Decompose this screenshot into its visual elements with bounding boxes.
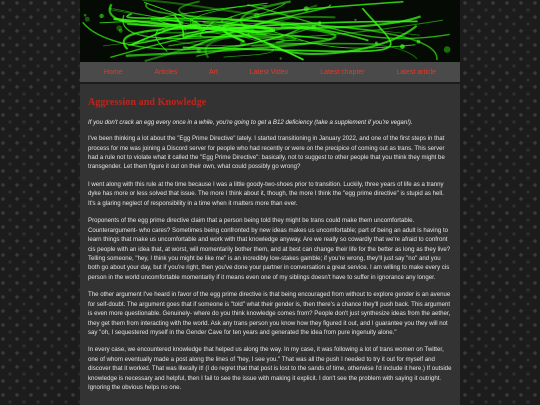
banner-node [254, 13, 260, 19]
nav-latest-video-link[interactable]: Latest Video [249, 68, 289, 76]
banner-node [247, 33, 249, 35]
article-paragraph: I've been thinking a lot about the "Egg Prime Directive" lately. I started transitioning in January 2022, and one of the first steps in that process for me was joining a Discord server for people who had recently or were on the precipice of coming out as trans. This server had a rule not to violate what it called the "Egg Prime Directive": basically, not to suggest to other people that you think they might be transgender. Let them figure it out on their own, what could possibly go wrong? [88, 135, 445, 171]
header-banner [80, 0, 460, 62]
banner-node [116, 25, 122, 31]
nav-latest-chapter-link[interactable]: Latest chapter [320, 68, 365, 76]
banner-node [354, 19, 356, 21]
banner-node [191, 21, 198, 28]
banner-node [84, 14, 87, 17]
banner-node [280, 57, 282, 59]
nav-art-link[interactable]: Art [209, 68, 218, 76]
nav-home-link[interactable]: Home [103, 68, 123, 76]
article-paragraph: In every case, we encountered knowledge that helped us along the way. In my case, it was following a lot of trans women on Twitter, one of whom eventually made a post along the lines of "hey, I see you." That was all the push I needed to try it out for myself and discover that it worked. That was literally it! (I do regret that that post is lost to the sands of time, otherwise I'd include it here.) If outside knowledge is necessary and helpful, then I fail to see the issue with making it explicit. I don't see the problem with saying it outright. Ignoring the obvious helps no one. [88, 346, 452, 392]
banner-node [240, 41, 246, 47]
banner-node [417, 40, 421, 44]
banner-node [122, 19, 125, 22]
banner-node [318, 21, 321, 24]
banner-node [197, 48, 201, 52]
nav-latest-article-link[interactable]: Latest article [396, 68, 437, 76]
banner-node [110, 7, 113, 10]
banner-node [99, 14, 103, 18]
banner-node [304, 6, 309, 11]
main-nav [80, 62, 460, 82]
banner-node [230, 17, 232, 19]
banner-node [375, 42, 378, 45]
banner-node [312, 25, 316, 29]
nav-articles-link[interactable]: Articles [154, 68, 178, 76]
banner-node [85, 17, 90, 22]
banner-node [444, 46, 451, 53]
article-subtitle: If you don't crack an egg every once in a while, you're going to get a B12 deficiency (take a supplement if you're vegan!). [88, 119, 413, 126]
article-title: Aggression and Knowledge [88, 97, 207, 108]
article-panel [80, 84, 460, 405]
article-paragraph: Proponents of the egg prime directive claim that a person being told they might be trans could make them uncomfortable. Counterargument- who cares? Sometimes being confronted by new ideas makes us uncomfortable; part of being an adult is having to learn things that make us uncomfortable and work with that knowledge anyway. Are we really so cowardly that we're afraid to confront cis people with an idea that, at worst, will momentarily bother them, and at best can change their life for the better as long as they live? Telling someone, "hey, I think you might be like me" is an incredibly low-stakes gamble; if you're wrong, they'll just say "no" and you both go about your day, but if you're right, then you've done your partner in conversation a great service. I am willing to make every cis person in the world uncomfortable momentarily if it means even one of my siblings doesn't have to suffer in ignorance any longer. [88, 217, 451, 281]
banner-node [400, 44, 405, 49]
article-paragraph: The other argument I've heard in favor of the egg prime directive is that being encouraged from without to explore gender is an avenue for self-doubt. The argument goes that if someone is "told" what their gender is, then there's a chance they'll push back. This argument is even more questionable. Genuinely- where do you think knowledge comes from? People don't just synthesize ideas from the aether, they get them from interacting with the world. Ask any trans person you know how they figured it out, and I guarantee you they will not say "oh, I sequestered myself in the Gender Cave for ten years and generated the idea from pure ingenuity alone." [88, 291, 451, 337]
article-paragraph: I went along with this rule at the time because I was a little goody-two-shoes prior to transition. Luckily, three years of life as a tranny dyke has more or less solved that issue. The more I think about it, though, the more I think the "egg prime directive" is stupid as hell. It's a glaring neglect of responsibility in a time when it matters more than ever. [88, 180, 444, 207]
neon-vines-banner-image [80, 0, 460, 62]
